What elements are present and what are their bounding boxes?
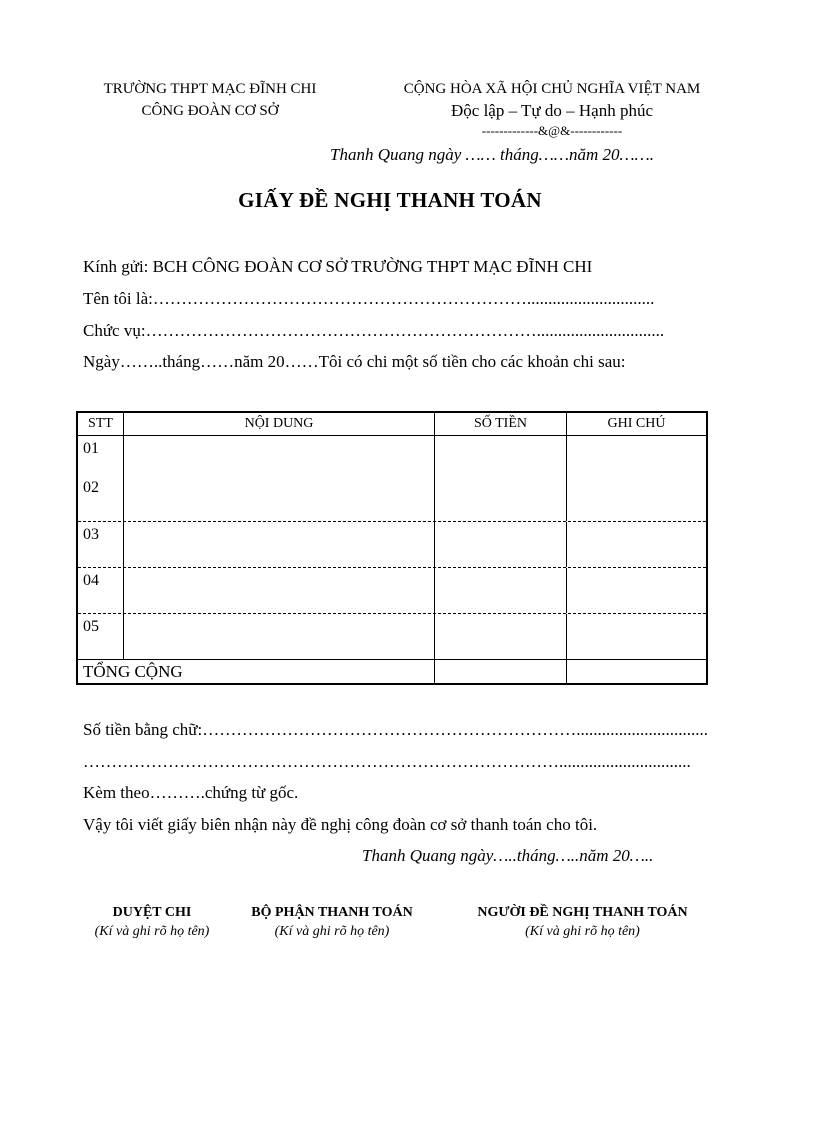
organization-header — [60, 78, 360, 122]
signature-instruction: (Kí và ghi rõ họ tên) — [525, 924, 640, 939]
header-amount: SỐ TIỀN — [434, 413, 566, 435]
row-note-cell — [566, 475, 706, 521]
row-note-cell — [566, 522, 706, 567]
row-amount-cell — [434, 436, 566, 475]
national-header — [352, 78, 752, 140]
table-row — [78, 567, 706, 613]
school-name: TRƯỜNG THPT MẠC ĐĨNH CHI — [103, 81, 317, 97]
country-name: CỘNG HÒA XÃ HỘI CHỦ NGHĨA VIỆT NAM — [403, 81, 701, 97]
row-note-cell — [566, 436, 706, 475]
amount-in-words-continuation: …………………………………………………………………………............................... — [83, 752, 691, 771]
row-content-cell — [123, 522, 434, 567]
row-amount-cell — [434, 522, 566, 567]
row-content-cell — [123, 614, 434, 659]
row-amount-cell — [434, 614, 566, 659]
addressee-line: Kính gửi: BCH CÔNG ĐOÀN CƠ SỞ TRƯỜNG THPT MẠC ĐĨNH CHI — [83, 257, 593, 276]
attached-documents-line: Kèm theo……….chứng từ gốc. — [83, 783, 299, 802]
request-statement: Vậy tôi viết giấy biên nhận này đề nghị công đoàn cơ sở thanh toán cho tôi. — [83, 815, 598, 834]
table-row — [78, 521, 706, 567]
amount-in-words-line: Số tiền bằng chữ:…………………………………………………………............................... — [83, 720, 708, 739]
signature-instruction: (Kí và ghi rõ họ tên) — [94, 924, 210, 939]
signature-instruction: (Kí và ghi rõ họ tên) — [274, 924, 390, 939]
total-label: TỔNG CỘNG — [83, 662, 183, 681]
total-amount-cell — [434, 660, 566, 683]
row-content-cell — [123, 568, 434, 613]
header-date: Thanh Quang ngày …… tháng……năm 20……. — [330, 145, 654, 164]
row-content-cell — [123, 436, 434, 475]
document-title: GIẤY ĐỀ NGHỊ THANH TOÁN — [238, 188, 542, 212]
total-note-cell — [566, 660, 706, 683]
national-motto: Độc lập – Tự do – Hạnh phúc — [451, 101, 653, 120]
position-line: Chức vụ:…………………………………………………………….............................. — [83, 321, 665, 340]
row-amount-cell — [434, 568, 566, 613]
row-amount-cell — [434, 475, 566, 521]
row-number: 01 — [83, 440, 99, 457]
header-note: GHI CHÚ — [566, 413, 706, 435]
table-total-row — [78, 659, 706, 683]
table-row — [78, 475, 706, 521]
table-header-row — [78, 413, 706, 435]
signature-approver — [72, 905, 232, 940]
row-number: 02 — [83, 479, 99, 496]
signature-payment-department — [232, 905, 432, 940]
row-number: 05 — [83, 618, 99, 635]
signature-title: NGƯỜI ĐỀ NGHỊ THANH TOÁN — [477, 905, 688, 920]
row-number: 04 — [83, 572, 99, 589]
table-row — [78, 435, 706, 475]
date-line: Ngày……..tháng……năm 20……Tôi có chi một số tiền cho các khoản chi sau: — [83, 352, 626, 371]
header-stt: STT — [88, 416, 113, 431]
row-content-cell — [123, 475, 434, 521]
signature-requester — [460, 905, 705, 940]
payment-table — [76, 411, 708, 685]
name-line: Tên tôi là:………………………………………………………….............................. — [83, 289, 655, 308]
row-number: 03 — [83, 526, 99, 543]
header-divider: -------------&@&------------ — [481, 123, 623, 138]
row-note-cell — [566, 614, 706, 659]
signature-title: DUYỆT CHI — [112, 905, 192, 920]
footer-date: Thanh Quang ngày…..tháng…..năm 20….. — [362, 846, 654, 865]
table-row — [78, 613, 706, 659]
header-content: NỘI DUNG — [123, 413, 434, 435]
row-note-cell — [566, 568, 706, 613]
signature-title: BỘ PHẬN THANH TOÁN — [251, 905, 413, 920]
union-name: CÔNG ĐOÀN CƠ SỞ — [141, 103, 279, 119]
